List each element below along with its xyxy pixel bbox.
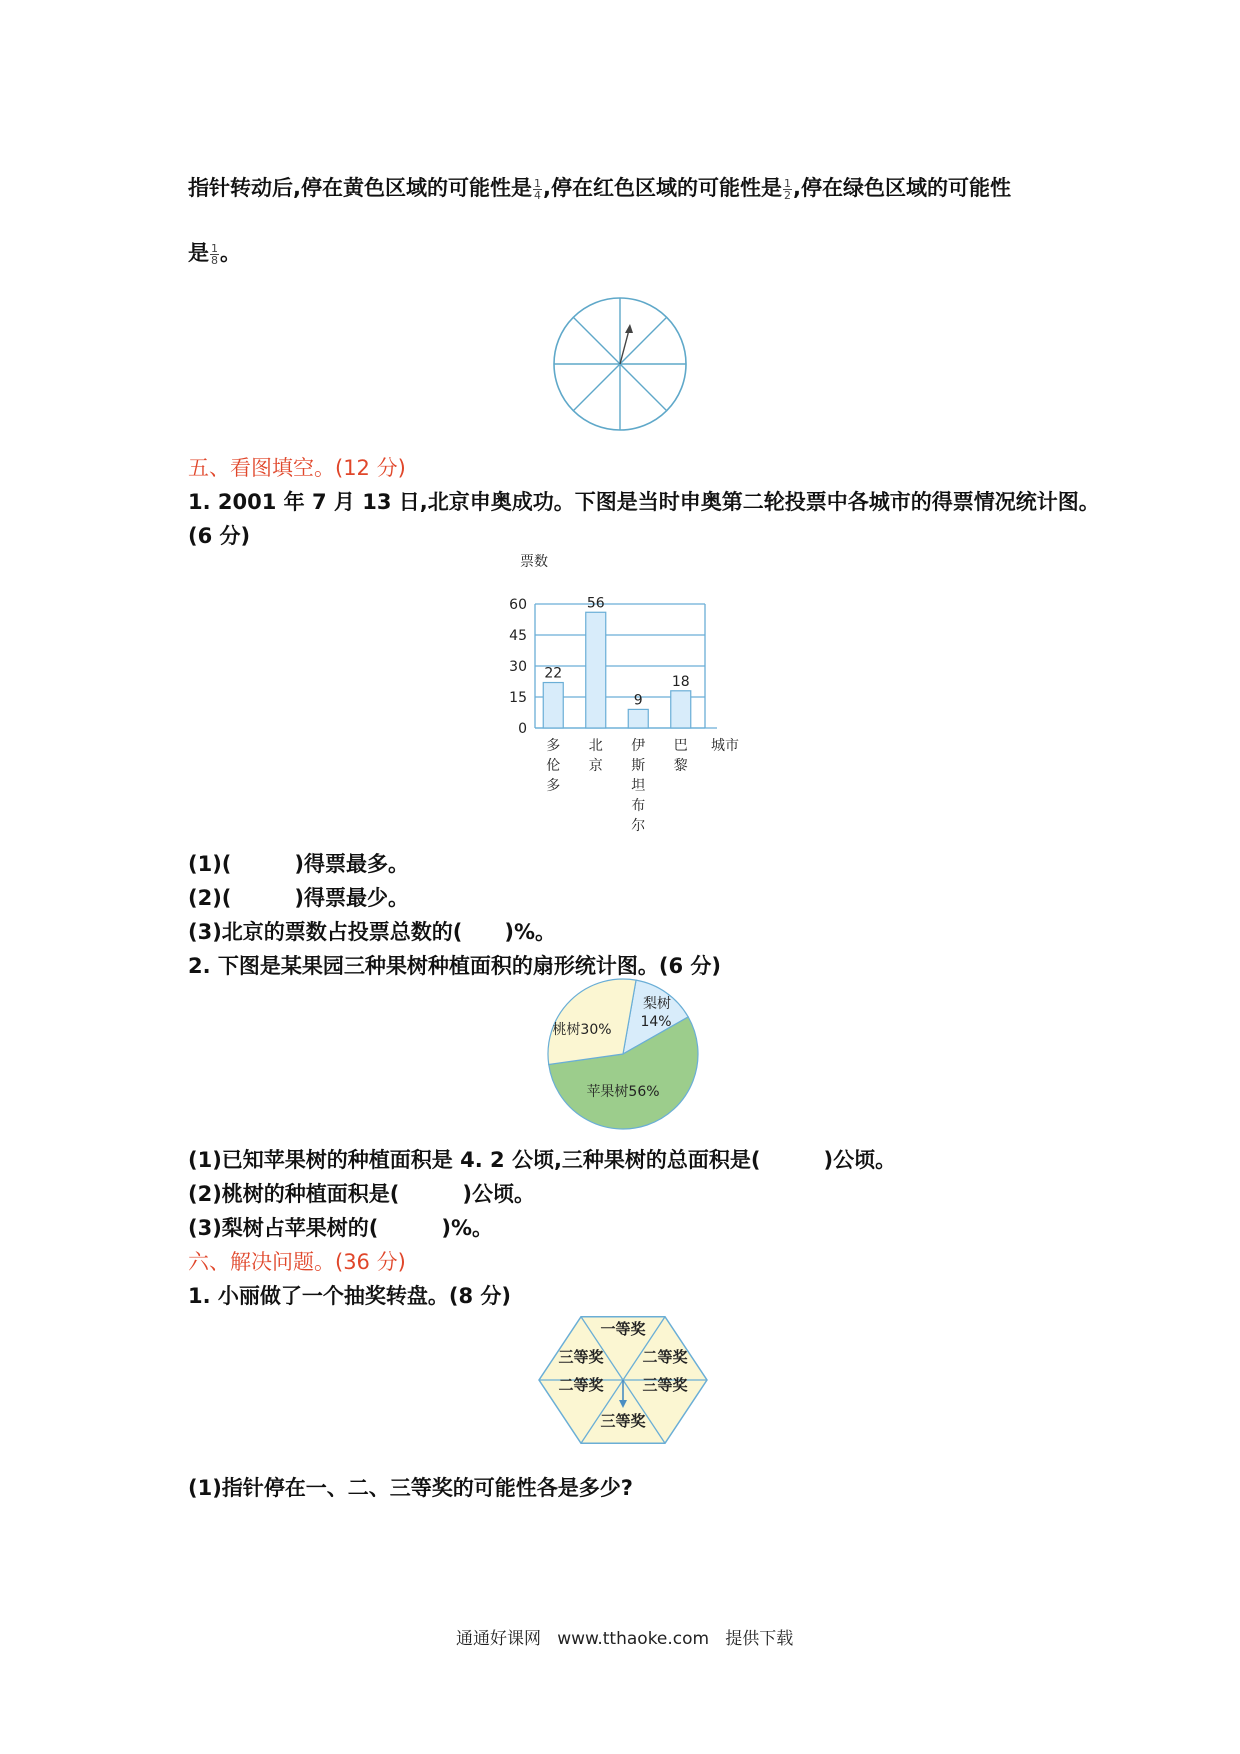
fruit-trees-pie-chart <box>540 976 706 1132</box>
data-label: 56 <box>586 595 605 612</box>
section5-heading: 五、看图填空。(12 分) <box>188 456 406 480</box>
spinner-text-part1: 指针转动后,停在黄色区域的可能性是 <box>188 176 532 200</box>
s5-q1-sub1: (1)( )得票最多。 <box>188 852 410 876</box>
circle-spinner-figure <box>550 294 690 434</box>
category-label-char: 伦 <box>546 758 561 774</box>
spinner-probability-line1 <box>188 172 1011 202</box>
category-label-char: 多 <box>546 778 561 794</box>
spinner-probability-line2 <box>188 237 241 267</box>
category-label-char: 尔 <box>631 818 646 834</box>
y-axis-label: 票数 <box>520 554 548 570</box>
x-axis-label: 城市 <box>711 738 739 754</box>
bar <box>671 691 691 728</box>
hexagon-prize-spinner <box>535 1304 711 1456</box>
category-label-char: 坦 <box>631 778 646 794</box>
spinner-text-suffix: 。 <box>220 241 241 265</box>
s5-q1-score: (6 分) <box>188 524 251 548</box>
prize-label: 二等奖 <box>642 1348 688 1366</box>
category-label-char: 北 <box>588 738 603 754</box>
data-label: 18 <box>671 673 690 690</box>
s5-q2-sub3: (3)梨树占苹果树的( )%。 <box>188 1216 494 1240</box>
data-label: 22 <box>544 665 563 682</box>
y-tick-label: 15 <box>509 690 527 706</box>
data-label: 9 <box>633 692 643 709</box>
pie-label: 苹果树56% <box>586 1084 660 1100</box>
category-label-char: 多 <box>546 738 561 754</box>
bar <box>586 612 606 728</box>
category-label-char: 黎 <box>673 758 688 774</box>
prize-label: 三等奖 <box>558 1348 604 1366</box>
bar <box>543 683 563 728</box>
votes-bar-chart <box>490 548 750 838</box>
s5-q2-sub2: (2)桃树的种植面积是( )公顷。 <box>188 1182 536 1206</box>
category-label-char: 伊 <box>631 738 646 754</box>
category-label-char: 布 <box>631 798 646 814</box>
prize-label: 一等奖 <box>600 1320 646 1338</box>
fraction-red: $\frac{1}{2}$ <box>783 176 791 202</box>
prize-label: 三等奖 <box>600 1412 646 1430</box>
y-tick-label: 30 <box>509 659 527 675</box>
s5-q1-text: 1. 2001 年 7 月 13 日,北京申奥成功。下图是当时申奥第二轮投票中各城市的得票情况统计图。 <box>188 490 1100 514</box>
s5-q2-sub1: (1)已知苹果树的种植面积是 4. 2 公顷,三种果树的总面积是( )公顷。 <box>188 1148 897 1172</box>
fraction-yellow: $\frac{1}{4}$ <box>533 176 541 202</box>
category-label-char: 京 <box>588 758 603 774</box>
y-tick-label: 0 <box>518 721 527 737</box>
s5-q1-sub2: (2)( )得票最少。 <box>188 886 410 910</box>
footer-credit: 通通好课网 www.tthaoke.com 提供下载 <box>456 1629 794 1649</box>
spinner-text-prefix: 是 <box>188 241 209 265</box>
s5-q2-text: 2. 下图是某果园三种果树种植面积的扇形统计图。(6 分) <box>188 954 722 978</box>
fraction-green: $\frac{1}{8}$ <box>211 241 218 267</box>
category-label-char: 巴 <box>673 738 688 754</box>
spinner-text-part3: ,停在绿色区域的可能性 <box>792 176 1011 200</box>
prize-label: 二等奖 <box>558 1376 604 1394</box>
y-tick-label: 45 <box>509 628 527 644</box>
spinner-text-part2: ,停在红色区域的可能性是 <box>542 176 782 200</box>
s6-q1-text: 1. 小丽做了一个抽奖转盘。(8 分) <box>188 1284 512 1308</box>
bar <box>628 709 648 728</box>
pie-label: 桃树30% <box>552 1022 612 1038</box>
section6-heading: 六、解决问题。(36 分) <box>188 1250 406 1274</box>
y-tick-label: 60 <box>509 597 527 613</box>
pie-label: 梨树 <box>643 996 671 1012</box>
s6-q1-sub1: (1)指针停在一、二、三等奖的可能性各是多少? <box>188 1476 633 1500</box>
s5-q1-sub3: (3)北京的票数占投票总数的( )%。 <box>188 920 557 944</box>
category-label-char: 斯 <box>631 758 646 774</box>
pie-label: 14% <box>640 1014 672 1030</box>
prize-label: 三等奖 <box>642 1376 688 1394</box>
